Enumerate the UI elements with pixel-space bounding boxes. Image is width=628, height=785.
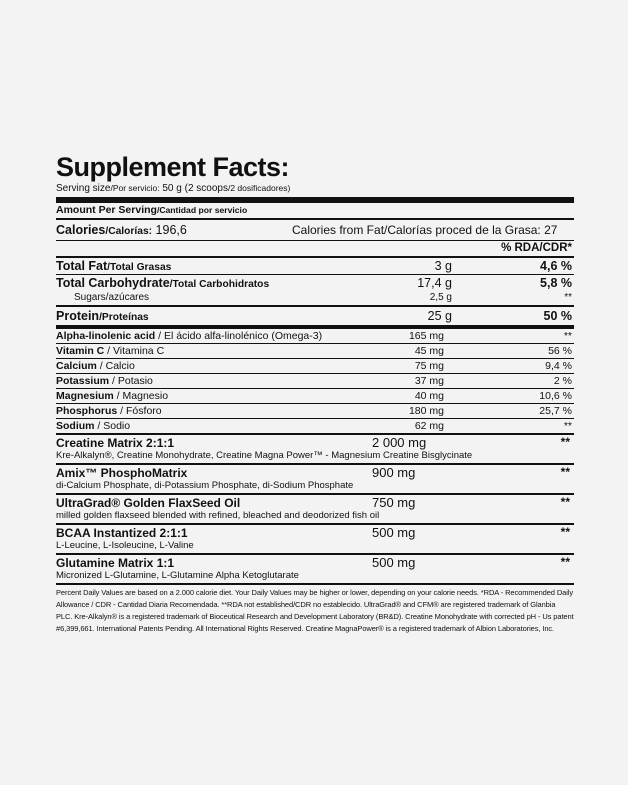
serving-label-es: /Por servicio: bbox=[110, 183, 160, 193]
nutrient-pct: 25,7 % bbox=[539, 405, 572, 417]
divider bbox=[56, 583, 574, 585]
calories-value: 196,6 bbox=[155, 223, 187, 237]
calories-label-es: /Calorías: bbox=[105, 226, 153, 237]
label-title: Supplement Facts: bbox=[56, 152, 290, 182]
calories-from-fat: Calories from Fat/Calorías proced de la Grasa: 27 bbox=[292, 223, 558, 237]
rda-header: % RDA/CDR* bbox=[501, 242, 572, 254]
footnote-line: Allowance / CDR - Cantidad Diaria Recomendada. **RDA not established/CDR no establecido. UltraGrad® and CFM® are registered trademark of Glanbia bbox=[56, 600, 556, 609]
nutrient-row bbox=[56, 389, 574, 403]
nutrient-name-es: / Calcio bbox=[96, 360, 135, 372]
sugars-pct: ** bbox=[564, 292, 572, 303]
macro-amount: 17,4 g bbox=[417, 276, 452, 290]
serving-size bbox=[56, 182, 574, 194]
nutrient-name: Phosphorus bbox=[56, 405, 118, 417]
nutrient-pct: 2 % bbox=[553, 375, 572, 387]
footnote-line: PLC. Kre-Alkalyn® is a registered trademark of Bioceutical Research and Development Laboratory (BR&D). Creatine Monohydrate with corrected pH - Us patent bbox=[56, 612, 574, 621]
nutrient-name: Alpha-linolenic acid bbox=[56, 330, 156, 342]
nutrient-row bbox=[56, 329, 574, 343]
blend-row bbox=[56, 525, 574, 553]
nutrient-pct: ** bbox=[563, 420, 572, 432]
nutrient-name: Calcium bbox=[56, 360, 97, 372]
nutrient-name-es: / Vitamina C bbox=[104, 345, 165, 357]
nutrient-name-es: / Sodio bbox=[94, 420, 131, 432]
nutrient-amount: 165 mg bbox=[408, 330, 444, 342]
nutrient-pct: 56 % bbox=[548, 345, 572, 357]
protein-name-es: /Proteínas bbox=[99, 312, 149, 323]
nutrient-amount: 180 mg bbox=[408, 405, 444, 417]
blend-amount: 500 mg bbox=[372, 555, 416, 570]
nutrient-amount: 45 mg bbox=[414, 345, 444, 357]
nutrient-name-es: / El ácido alfa-linolénico (Omega-3) bbox=[155, 330, 323, 342]
amount-per-serving-es: /Cantidad por servicio bbox=[156, 205, 248, 215]
nutrient-name: Potassium bbox=[56, 375, 110, 387]
macro-row bbox=[56, 275, 574, 291]
blend-amount: 500 mg bbox=[372, 525, 416, 540]
macro-pct: 5,8 % bbox=[540, 276, 572, 290]
nutrient-pct: ** bbox=[563, 330, 572, 342]
sugars-name: Sugars/azúcares bbox=[74, 292, 150, 303]
blend-name: UltraGrad® Golden FlaxSeed Oil bbox=[56, 496, 241, 510]
nutrient-row bbox=[56, 344, 574, 358]
macro-name: Total Fat bbox=[56, 259, 108, 273]
blend-pct: ** bbox=[560, 555, 570, 569]
blend-name: Amix™ PhosphoMatrix bbox=[56, 466, 188, 480]
nutrient-name: Sodium bbox=[56, 420, 95, 432]
supplement-facts-label bbox=[56, 152, 574, 635]
blend-amount: 750 mg bbox=[372, 495, 416, 510]
sugars-amount: 2,5 g bbox=[429, 292, 452, 303]
blend-name: BCAA Instantized 2:1:1 bbox=[56, 526, 188, 540]
blend-row bbox=[56, 495, 574, 523]
sugars-row bbox=[56, 291, 574, 305]
blend-ingredients: L-Leucine, L-Isoleucine, L-Valine bbox=[56, 540, 194, 551]
footnote bbox=[56, 587, 574, 635]
macro-row bbox=[56, 258, 574, 274]
nutrient-amount: 75 mg bbox=[414, 360, 444, 372]
blend-ingredients: Kre-Alkalyn®, Creatine Monohydrate, Creatine Magna Power™ - Magnesium Creatine Bisglycinate bbox=[56, 450, 473, 461]
footnote-line: #6,399,661. International Patents Pending. All International Rights Reserved. Creatine MagnaPower® is a registered trademark of Albion Laboratories, Inc. bbox=[56, 624, 555, 633]
macro-amount: 3 g bbox=[434, 259, 452, 273]
nutrient-row bbox=[56, 404, 574, 418]
blend-ingredients: milled golden flaxseed blended with refined, bleached and deodorized fish oil bbox=[56, 510, 380, 521]
macro-name-es: /Total Carbohidratos bbox=[169, 279, 270, 290]
nutrient-pct: 10,6 % bbox=[539, 390, 572, 402]
protein-name: Protein bbox=[56, 309, 100, 323]
blend-ingredients: di-Calcium Phosphate, di-Potassium Phosphate, di-Sodium Phosphate bbox=[56, 480, 354, 491]
nutrient-amount: 62 mg bbox=[414, 420, 444, 432]
blend-pct: ** bbox=[560, 435, 570, 449]
nutrient-name: Vitamin C bbox=[56, 345, 105, 357]
nutrient-name-es: / Fósforo bbox=[117, 405, 162, 417]
nutrient-pct: 9,4 % bbox=[545, 360, 572, 372]
blend-row bbox=[56, 465, 574, 493]
protein-row bbox=[56, 307, 574, 325]
rda-header-row bbox=[56, 241, 574, 256]
blend-name: Creatine Matrix 2:1:1 bbox=[56, 436, 175, 450]
macro-pct: 4,6 % bbox=[540, 259, 572, 273]
macro-name: Total Carbohydrate bbox=[56, 276, 170, 290]
blend-pct: ** bbox=[560, 525, 570, 539]
calories-label: Calories bbox=[56, 223, 106, 237]
blend-pct: ** bbox=[560, 465, 570, 479]
blend-amount: 2 000 mg bbox=[372, 435, 427, 450]
blend-ingredients: Micronized L-Glutamine, L-Glutamine Alpha Ketoglutarate bbox=[56, 570, 299, 581]
amount-per-serving-en: Amount Per Serving bbox=[56, 204, 157, 216]
nutrient-row bbox=[56, 374, 574, 388]
footnote-line: Percent Daily Values are based on a 2.000 calorie diet. Your Daily Values may be higher or lower, depending on your calorie needs. *RDA - Recommended Daily bbox=[56, 588, 574, 597]
serving-value: 50 g (2 scoops bbox=[159, 183, 228, 194]
serving-label: Serving size bbox=[56, 183, 111, 194]
blend-row bbox=[56, 435, 574, 463]
protein-amount: 25 g bbox=[427, 309, 452, 323]
blend-amount: 900 mg bbox=[372, 465, 416, 480]
nutrient-amount: 40 mg bbox=[414, 390, 444, 402]
nutrient-name: Magnesium bbox=[56, 390, 114, 402]
nutrient-name-es: / Magnesio bbox=[113, 390, 169, 402]
protein-pct: 50 % bbox=[543, 309, 572, 323]
nutrient-name-es: / Potasio bbox=[109, 375, 153, 387]
macro-name-es: /Total Grasas bbox=[107, 262, 172, 273]
calories-row bbox=[56, 220, 574, 240]
nutrient-row bbox=[56, 419, 574, 433]
blend-pct: ** bbox=[560, 495, 570, 509]
serving-value-es: /2 dosificadores) bbox=[227, 183, 291, 193]
amount-per-serving bbox=[56, 203, 574, 218]
blend-name: Glutamine Matrix 1:1 bbox=[56, 556, 175, 570]
nutrient-amount: 37 mg bbox=[414, 375, 444, 387]
blend-row bbox=[56, 555, 574, 583]
nutrient-row bbox=[56, 359, 574, 373]
